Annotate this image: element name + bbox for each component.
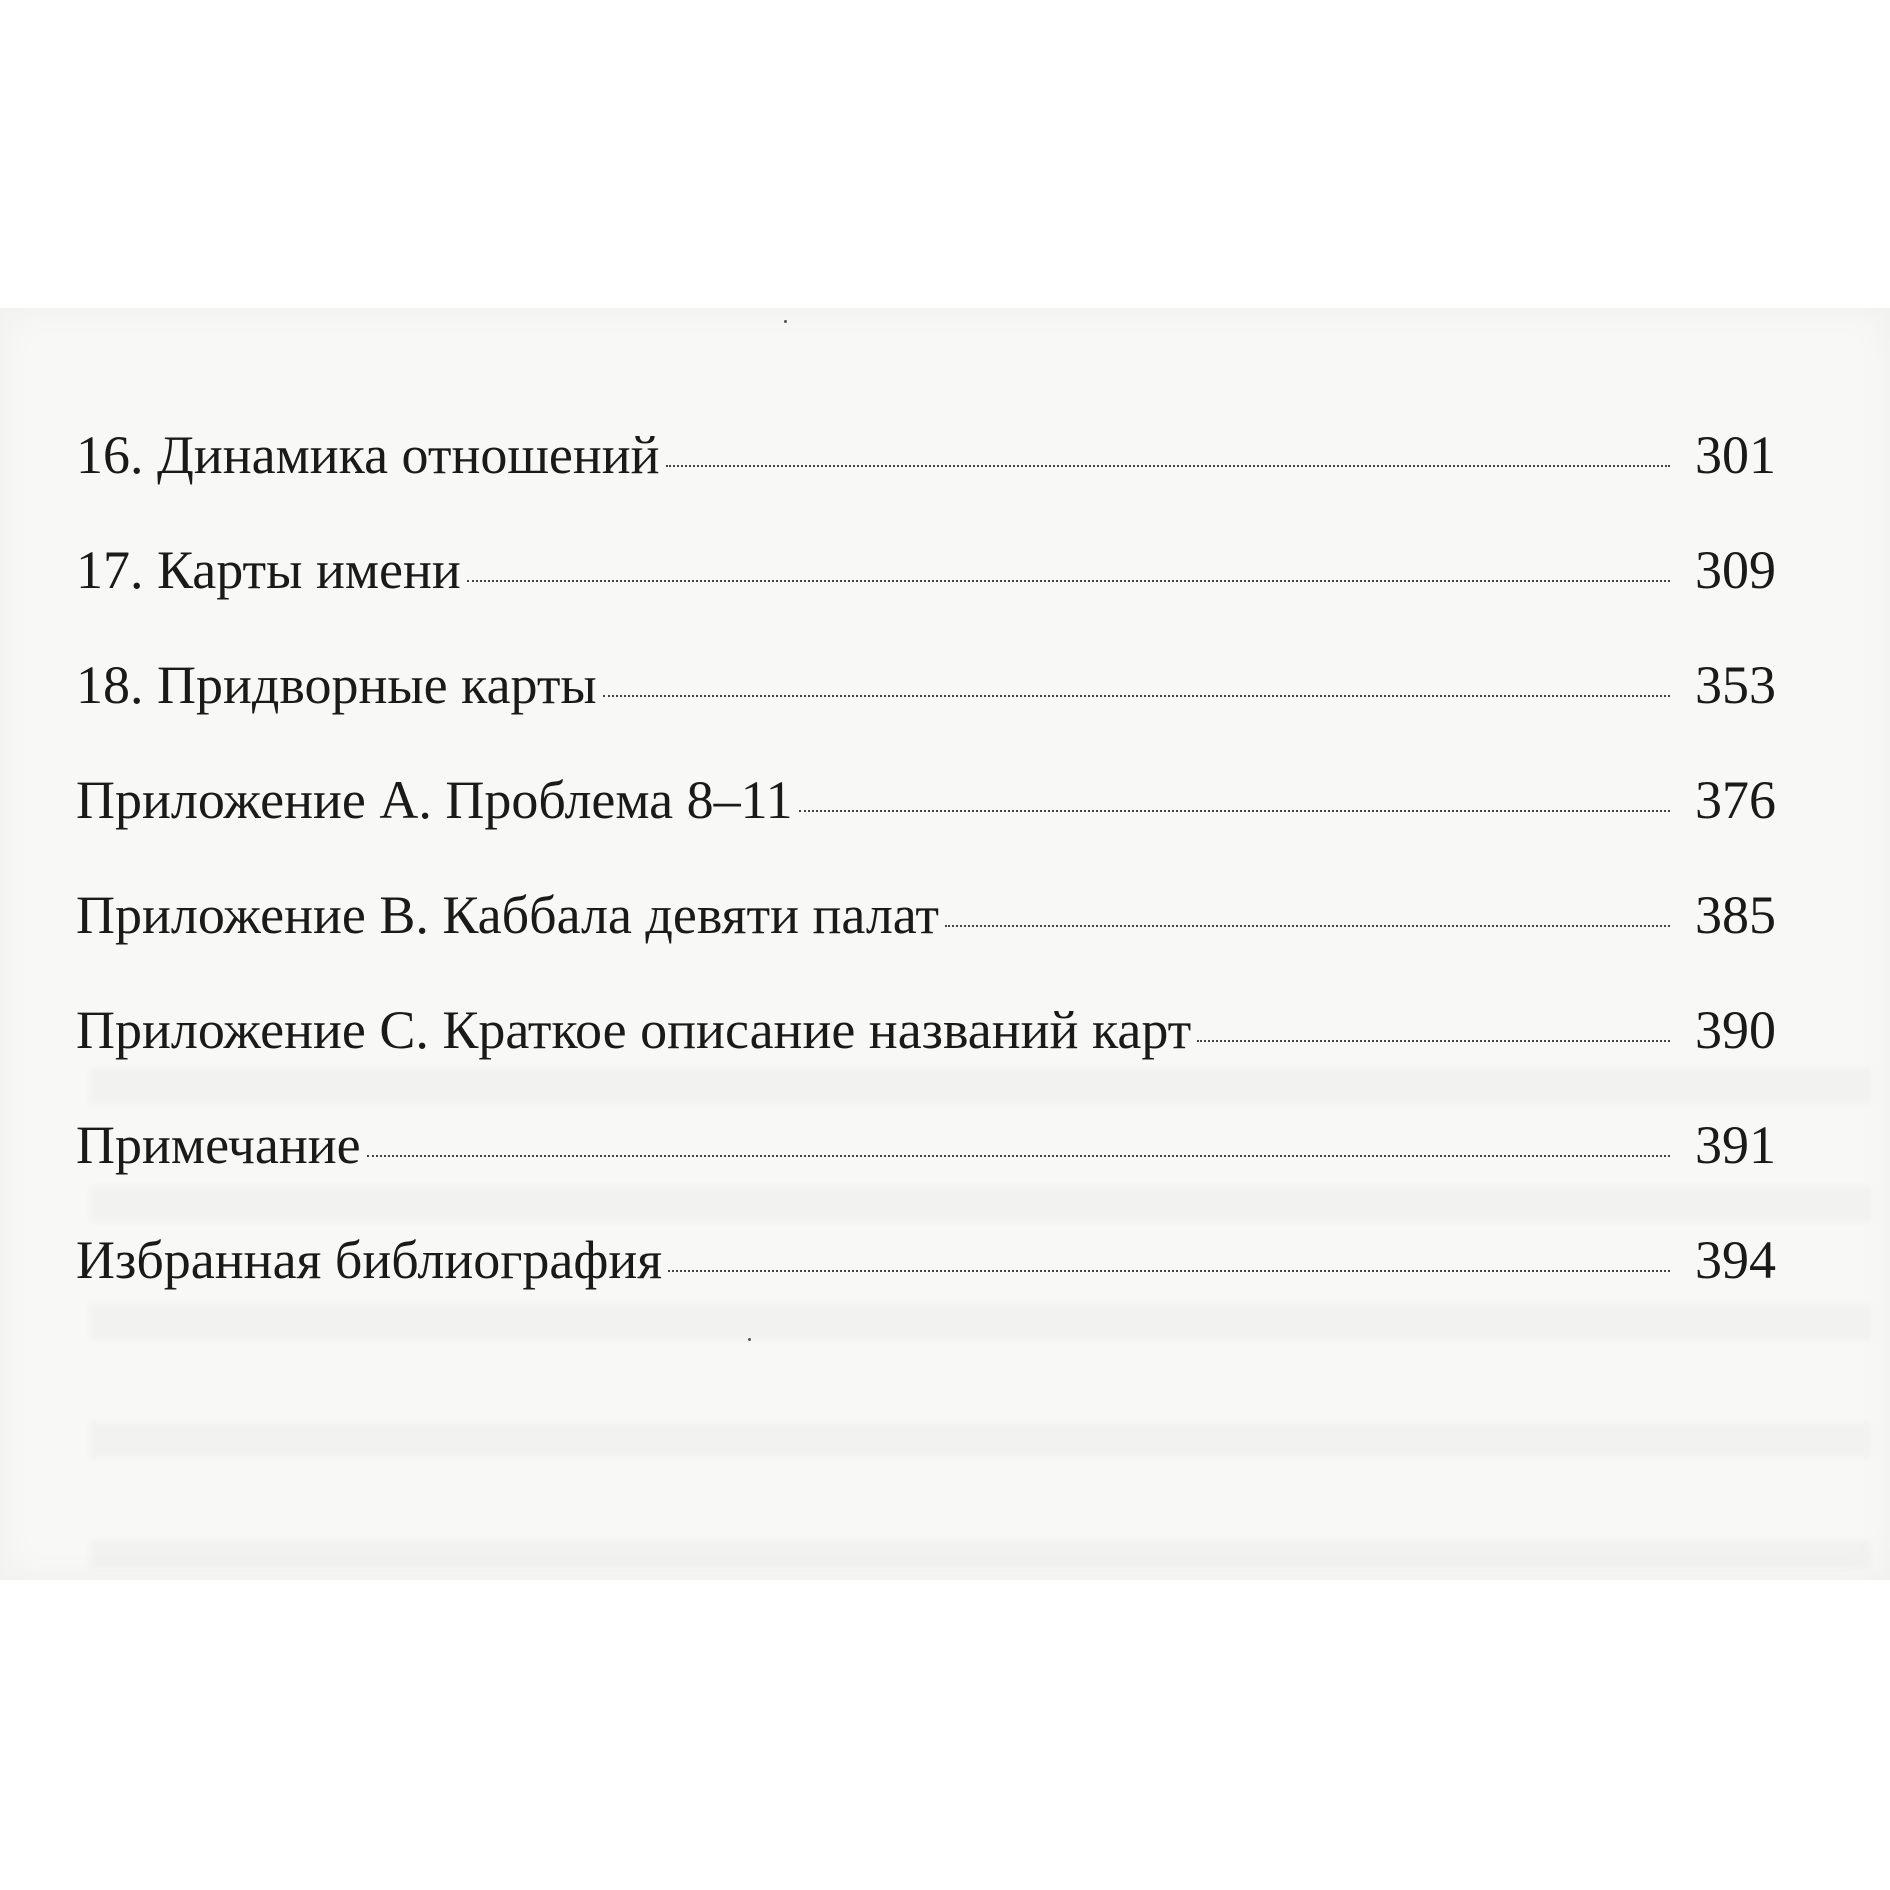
- toc-entry-page: 353: [1695, 655, 1776, 715]
- toc-entry-page: 385: [1695, 885, 1776, 945]
- toc-entry: [76, 973, 1776, 1088]
- toc-entry-title: Избранная библиография: [76, 1230, 663, 1290]
- toc-entry-page: 390: [1695, 1000, 1776, 1060]
- toc-entry: [76, 398, 1776, 513]
- dot-leader: [945, 925, 1670, 927]
- paper-speck: [784, 320, 787, 323]
- toc-entry-page: 309: [1695, 540, 1776, 600]
- dot-leader: [666, 465, 1670, 467]
- toc-entry-page: 394: [1695, 1230, 1776, 1290]
- toc-entry-title: Приложение В. Каббала девяти палат: [76, 885, 939, 945]
- book-page: [0, 308, 1890, 1580]
- toc-entry: [76, 1088, 1776, 1203]
- toc-entry-title: Приложение С. Краткое описание названий карт: [76, 1000, 1192, 1060]
- toc-entry: [76, 513, 1776, 628]
- table-of-contents: [76, 398, 1776, 1318]
- toc-entry-title: 16. Динамика отношений: [76, 425, 660, 485]
- paper-speck: [748, 1338, 751, 1341]
- dot-leader: [799, 810, 1670, 812]
- toc-entry: [76, 1203, 1776, 1318]
- toc-entry-page: 391: [1695, 1115, 1776, 1175]
- toc-entry-page: 376: [1695, 770, 1776, 830]
- toc-entry: [76, 858, 1776, 973]
- toc-entry-page: 301: [1695, 425, 1776, 485]
- toc-entry: [76, 628, 1776, 743]
- dot-leader: [1197, 1040, 1670, 1042]
- dot-leader: [668, 1270, 1670, 1272]
- dot-leader: [367, 1155, 1670, 1157]
- toc-entry-title: Примечание: [76, 1115, 361, 1175]
- toc-entry-title: 18. Придворные карты: [76, 655, 597, 715]
- toc-entry-title: 17. Карты имени: [76, 540, 461, 600]
- toc-entry-title: Приложение А. Проблема 8–11: [76, 770, 793, 830]
- dot-leader: [467, 580, 1670, 582]
- dot-leader: [603, 695, 1670, 697]
- toc-entry: [76, 743, 1776, 858]
